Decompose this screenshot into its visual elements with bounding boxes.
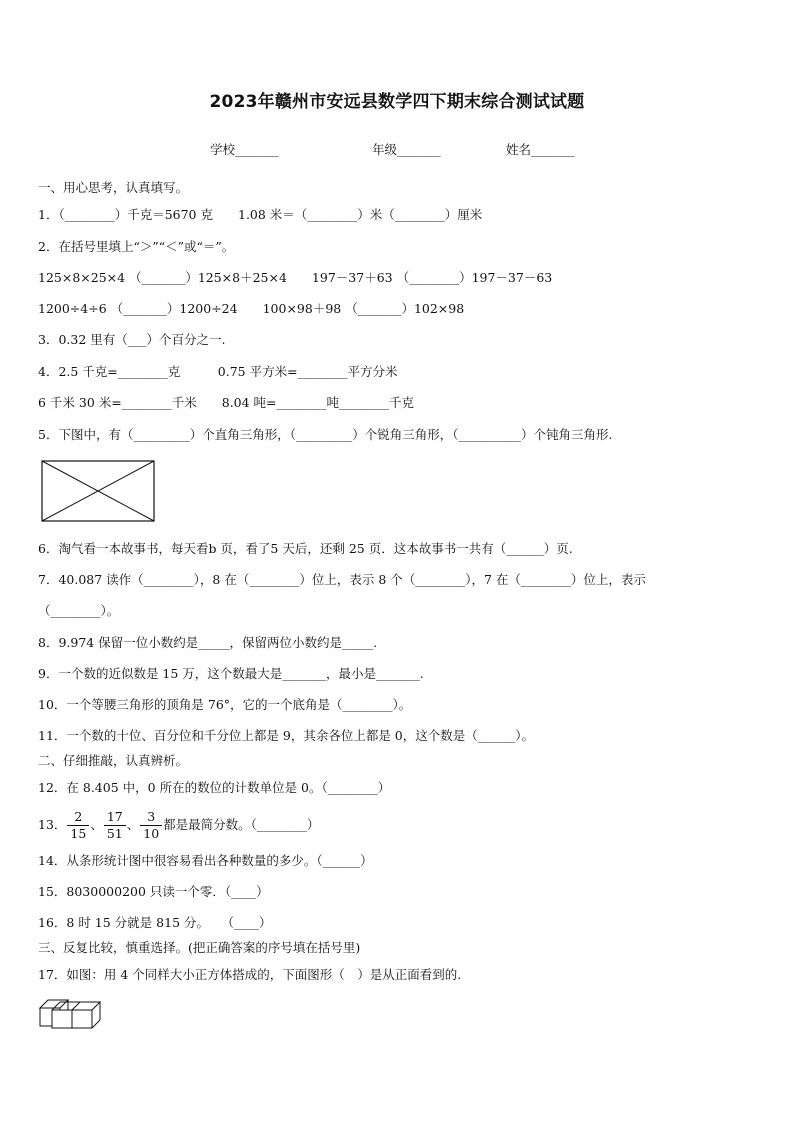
school-field: 学校_______ <box>210 142 279 157</box>
page-title: 2023年赣州市安远县数学四下期末综合测试试题 <box>209 92 585 112</box>
question-12: 12．在 8.405 中，0 所在的数位的计数单位是 0。（________） <box>38 780 391 795</box>
separator: 、 <box>126 817 140 832</box>
question-3: 3．0.32 里有（___）个百分之一. <box>38 332 226 347</box>
fraction <box>67 809 89 842</box>
question-17: 17．如图：用 4 个同样大小正方体搭成的，下面图形（ ）是从正面看到的. <box>38 967 462 982</box>
question-13 <box>38 806 319 844</box>
question-6: 6．淘气看一本故事书，每天看b 页，看了5 天后，还剩 25 页．这本故事书一共有（______）页. <box>38 541 573 556</box>
question-16: 16．8 时 15 分就是 815 分。 （____） <box>38 915 272 930</box>
rectangle-with-diagonals-figure <box>40 459 156 523</box>
question-8: 8．9.974 保留一位小数约是_____，保留两位小数约是_____. <box>38 635 378 650</box>
fraction-numerator: 2 <box>67 809 89 826</box>
grade-field: 年级_______ <box>372 142 441 157</box>
question-4-line-1: 4．2.5 千克=________克 0.75 平方米=________平方分米 <box>38 364 398 379</box>
question-5: 5．下图中，有（_________）个直角三角形，（_________）个锐角三角形，（__________）个钝角三角形. <box>38 427 613 442</box>
question-15: 15．8030000200 只读一个零．（____） <box>38 884 269 899</box>
separator: 、 <box>90 817 103 832</box>
question-2-row-1: 125×8×25×4 （_______）125×8＋25×4 197－37＋63 （________）197－37－63 <box>38 270 553 285</box>
section-1-heading: 一、用心思考，认真填写。 <box>38 180 189 195</box>
question-9: 9．一个数的近似数是 15 万，这个数最大是_______，最小是_______. <box>38 666 424 681</box>
section-3-heading: 三、反复比较，慎重选择。(把正确答案的序号填在括号里) <box>38 940 361 955</box>
cube-stack-figure <box>38 996 104 1030</box>
fraction-denominator: 10 <box>143 826 160 841</box>
question-4-line-2: 6 千米 30 米=________千米 8.04 吨=________吨________千克 <box>38 395 415 410</box>
fraction-numerator: 3 <box>140 809 162 826</box>
section-2-heading: 二、仔细推敲，认真辨析。 <box>38 753 189 768</box>
fraction <box>140 809 162 842</box>
question-2-row-2: 1200÷4÷6 （_______）1200÷24 100×98＋98 （_______）102×98 <box>38 301 465 316</box>
question-1: 1．（________）千克＝5670 克 1.08 米＝（________）米（________）厘米 <box>38 207 483 222</box>
question-2: 2．在括号里填上“＞”“＜”或“＝”。 <box>38 239 235 254</box>
question-7-line-2: （________）。 <box>38 603 120 618</box>
name-field: 姓名_______ <box>506 142 575 157</box>
question-13-text: 都是最简分数。（________） <box>163 817 320 832</box>
question-13-number: 13． <box>38 817 67 832</box>
question-11: 11．一个数的十位、百分位和千分位上都是 9，其余各位上都是 0，这个数是（______）。 <box>38 728 535 743</box>
question-10: 10．一个等腰三角形的顶角是 76°，它的一个底角是（________）。 <box>38 697 412 712</box>
fraction-denominator: 15 <box>70 826 87 841</box>
fraction-denominator: 51 <box>106 826 123 841</box>
question-7-line-1: 7．40.087 读作（________），8 在（________）位上，表示 8 个（________），7 在（________）位上，表示 <box>38 572 646 587</box>
fraction-numerator: 17 <box>104 809 126 826</box>
question-14: 14．从条形统计图中很容易看出各种数量的多少。（______） <box>38 853 373 868</box>
fraction <box>104 809 126 842</box>
